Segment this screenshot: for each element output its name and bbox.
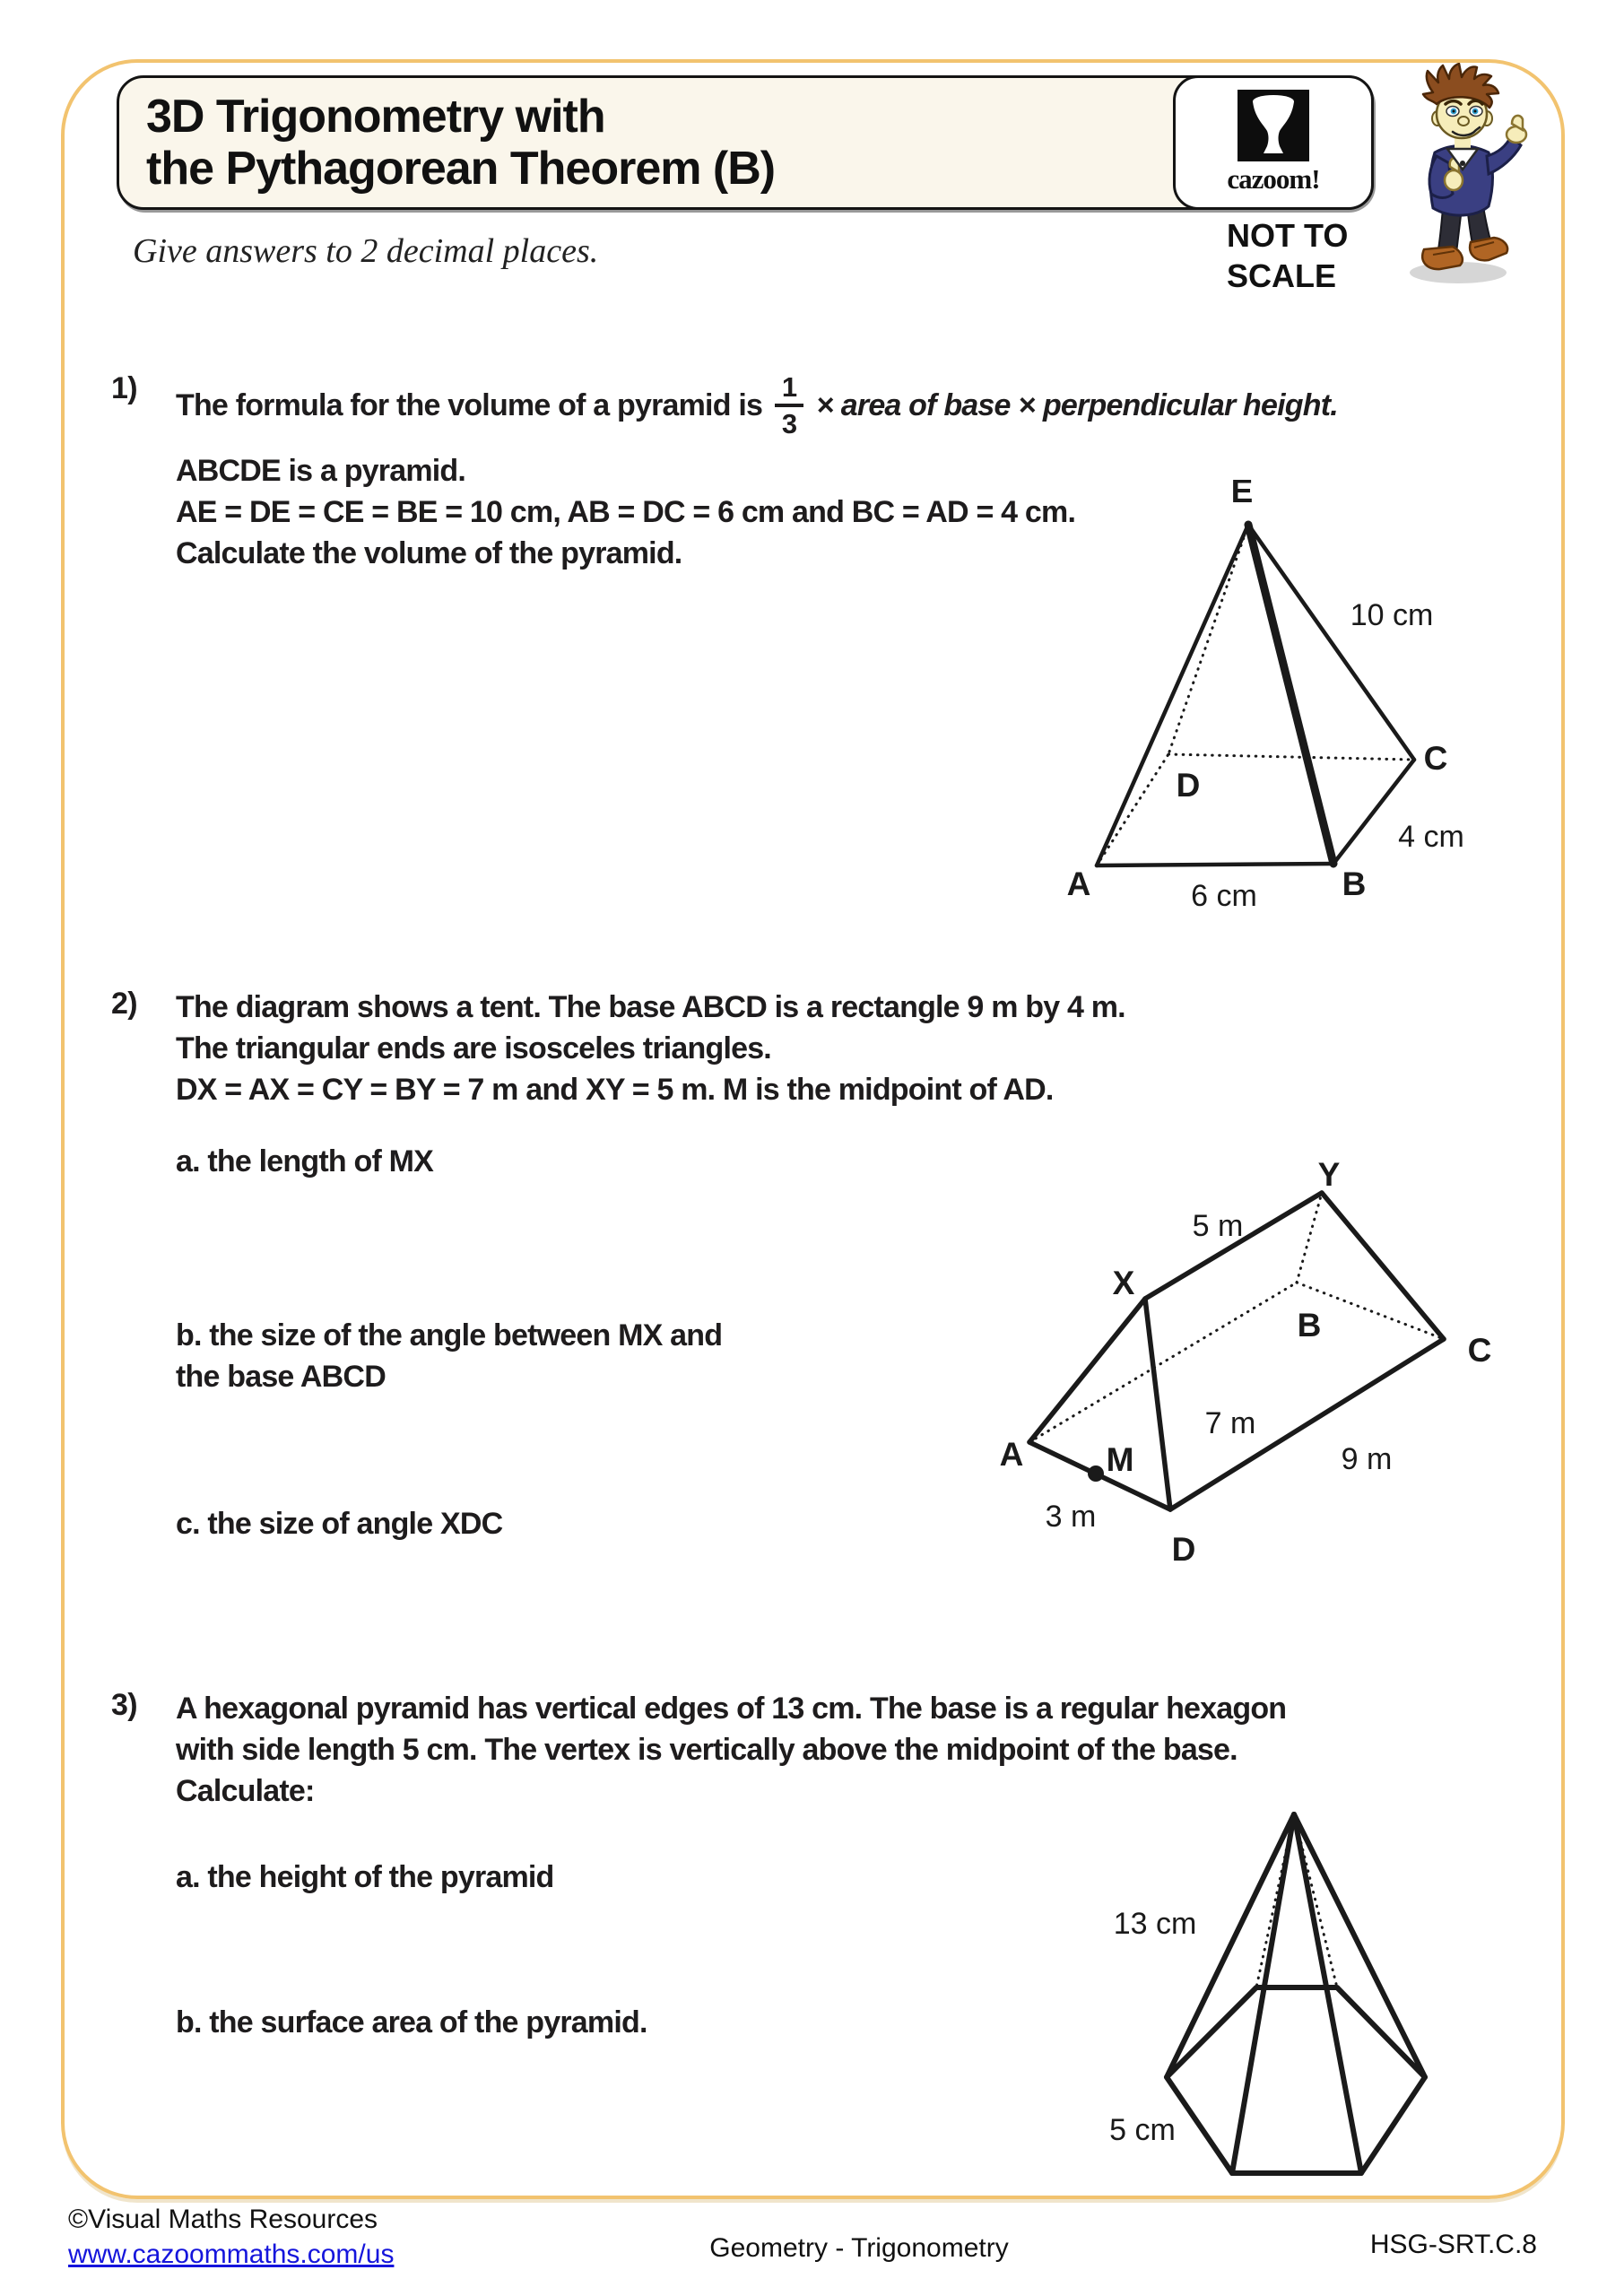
page-title-line1: 3D Trigonometry with xyxy=(146,91,605,143)
q1-vertex-E: E xyxy=(1230,480,1254,509)
brand-name: cazoom! xyxy=(1227,163,1320,195)
q3-part-b: b. the surface area of the pyramid. xyxy=(176,2005,647,2039)
hex-pyramid-solid-edges xyxy=(1167,1814,1425,2173)
page-title-line2: the Pythagorean Theorem (B) xyxy=(146,143,776,195)
q2-vertex-A: A xyxy=(999,1436,1024,1473)
not-to-scale-line1: NOT TO xyxy=(1227,217,1349,254)
footer-category: Geometry - Trigonometry xyxy=(709,2233,1009,2263)
footer-copyright: ©Visual Maths Resources xyxy=(68,2205,378,2234)
q2-part-a: a. the length of MX xyxy=(176,1144,434,1178)
q2-tent-prism-diagram xyxy=(977,1148,1551,1578)
q3-line3: Calculate: xyxy=(176,1774,315,1808)
q1-line4: Calculate the volume of the pyramid. xyxy=(176,536,682,570)
one-third-fraction xyxy=(775,373,803,438)
q1-line3: AE = DE = CE = BE = 10 cm, AB = DC = 6 cm and BC = AD = 4 cm. xyxy=(176,495,1076,529)
q2-line1: The diagram shows a tent. The base ABCD is a rectangle 9 m by 4 m. xyxy=(176,990,1125,1024)
q1-vertex-D: D xyxy=(1176,767,1201,804)
fraction-denominator: 3 xyxy=(781,408,797,439)
q2-vertex-D: D xyxy=(1171,1531,1196,1568)
q1-intro-suffix: × area of base × perpendicular height. xyxy=(816,387,1338,422)
q2-part-c: c. the size of angle XDC xyxy=(176,1507,503,1541)
pyramid-solid-edges xyxy=(1097,525,1414,865)
q2-vertex-C: C xyxy=(1467,1332,1492,1369)
footer-standard-code: HSG-SRT.C.8 xyxy=(1369,2230,1537,2259)
footer-website-link[interactable]: www.cazoommaths.com/us xyxy=(68,2239,395,2269)
q1-dim-bc: 4 cm xyxy=(1398,820,1464,854)
not-to-scale-line2: SCALE xyxy=(1227,257,1337,294)
q2-number: 2) xyxy=(111,987,138,1021)
not-to-scale-note xyxy=(1227,215,1348,296)
q2-dim-dc: 9 m xyxy=(1341,1442,1393,1476)
q1-dim-ab: 6 cm xyxy=(1191,879,1257,913)
q3-dim-edge: 13 cm xyxy=(1113,1907,1197,1941)
q1-line2: ABCDE is a pyramid. xyxy=(176,454,466,488)
q3-line1: A hexagonal pyramid has vertical edges of 13 cm. The base is a regular hexagon xyxy=(176,1692,1287,1726)
q3-hexagonal-pyramid-diagram xyxy=(1049,1789,1480,2193)
q1-statement xyxy=(176,450,1075,574)
cartoon-boy-mascot xyxy=(1397,63,1530,287)
q1-pyramid-diagram xyxy=(1040,480,1623,946)
q3-number: 3) xyxy=(111,1688,138,1722)
q2-vertex-Y: Y xyxy=(1317,1156,1341,1193)
q2-dim-am: 3 m xyxy=(1045,1500,1097,1534)
q1-vertex-A: A xyxy=(1066,865,1091,902)
q2-part-b-line2: the base ABCD xyxy=(176,1360,386,1394)
q3-dim-side: 5 cm xyxy=(1109,2113,1176,2147)
fraction-numerator: 1 xyxy=(781,371,797,403)
q1-intro-line xyxy=(176,364,1338,447)
q2-part-b-line1: b. the size of the angle between MX and xyxy=(176,1318,723,1352)
q1-dim-ec: 10 cm xyxy=(1350,598,1434,632)
q2-line3: DX = AX = CY = BY = 7 m and XY = 5 m. M is the midpoint of AD. xyxy=(176,1073,1054,1107)
midpoint-m-dot xyxy=(1088,1465,1104,1482)
page-title xyxy=(146,91,775,195)
q2-statement xyxy=(176,987,1125,1110)
q2-vertex-X: X xyxy=(1112,1265,1135,1301)
q2-vertex-B: B xyxy=(1297,1307,1322,1344)
q2-dim-xy: 5 m xyxy=(1192,1209,1244,1243)
worksheet-instruction: Give answers to 2 decimal places. xyxy=(133,232,599,270)
goblet-drum-icon xyxy=(1238,90,1309,161)
q1-intro-prefix: The formula for the volume of a pyramid is xyxy=(176,387,763,422)
q2-line2: The triangular ends are isosceles triangles. xyxy=(176,1031,771,1065)
q2-vertex-M: M xyxy=(1106,1441,1134,1478)
q3-line2: with side length 5 cm. The vertex is vertically above the midpoint of the base. xyxy=(176,1733,1238,1767)
q2-dim-xd: 7 m xyxy=(1204,1406,1256,1440)
q2-part-b xyxy=(176,1315,722,1397)
q1-number: 1) xyxy=(111,371,138,405)
q1-vertex-B: B xyxy=(1342,865,1367,902)
q1-vertex-C: C xyxy=(1423,740,1448,777)
fraction-bar xyxy=(775,404,803,407)
q3-part-a: a. the height of the pyramid xyxy=(176,1860,554,1894)
brand-logo-box xyxy=(1173,75,1374,210)
